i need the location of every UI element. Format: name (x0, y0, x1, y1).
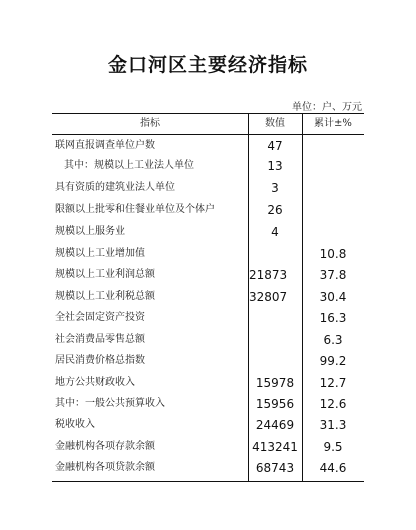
row-indicator: 居民消费价格总指数 (55, 355, 145, 366)
row-value: 68743 (255, 461, 295, 475)
table-row (52, 243, 364, 265)
row-cumulative: 16.3 (319, 311, 347, 325)
table-row (52, 414, 364, 436)
table-bottom-rule (52, 481, 364, 482)
table-row (52, 350, 364, 372)
row-value (248, 350, 302, 372)
table-row (52, 264, 364, 286)
row-value: 15978 (255, 376, 295, 390)
row-cumulative: 12.6 (319, 397, 347, 411)
row-indicator: 限额以上批零和住餐业单位及个体户 (55, 204, 215, 215)
table-row (52, 393, 364, 415)
table-row (52, 221, 364, 243)
table-row (52, 177, 364, 199)
row-cumulative: 6.3 (323, 333, 343, 347)
table-row (52, 155, 364, 177)
row-cumulative: 31.3 (319, 418, 347, 432)
table-row (52, 436, 364, 458)
table-row (52, 307, 364, 329)
row-cumulative: 44.6 (319, 461, 347, 475)
header-cumulative: 累计±% (314, 118, 352, 129)
header-indicator: 指标 (140, 118, 160, 129)
row-value: 4 (271, 225, 279, 239)
table-row (52, 286, 364, 308)
row-value: 32807 (249, 290, 288, 304)
row-value: 21873 (249, 268, 288, 282)
row-value (248, 307, 302, 329)
row-value: 413241 (252, 440, 298, 454)
page-title: 金口河区主要经济指标 (107, 54, 308, 76)
row-cumulative (302, 199, 364, 221)
unit-label: 单位：户、万元 (292, 102, 362, 113)
row-cumulative (302, 221, 364, 243)
row-indicator: 地方公共财政收入 (55, 377, 135, 388)
row-value: 3 (271, 181, 279, 195)
row-indicator: 其中：一般公共预算收入 (55, 398, 165, 409)
row-cumulative (302, 135, 364, 157)
row-indicator: 金融机构各项存款余额 (55, 441, 155, 452)
table-row (52, 329, 364, 351)
row-value: 15956 (255, 397, 295, 411)
row-indicator: 其中：规模以上工业法人单位 (64, 160, 194, 171)
row-indicator: 联网直报调查单位户数 (55, 140, 155, 151)
row-cumulative: 37.8 (319, 268, 347, 282)
row-cumulative: 12.7 (319, 376, 347, 390)
row-cumulative: 9.5 (323, 440, 343, 454)
row-indicator: 金融机构各项贷款余额 (55, 462, 155, 473)
table-row (52, 199, 364, 221)
row-indicator: 具有资质的建筑业法人单位 (55, 182, 175, 193)
row-cumulative: 99.2 (319, 354, 347, 368)
row-value: 13 (267, 159, 283, 173)
table-row (52, 372, 364, 394)
row-cumulative (302, 155, 364, 177)
row-cumulative (302, 177, 364, 199)
row-cumulative: 10.8 (319, 247, 347, 261)
row-indicator: 社会消费品零售总额 (55, 334, 145, 345)
row-indicator: 税收收入 (55, 419, 95, 430)
row-indicator: 规模以上工业利税总额 (55, 291, 155, 302)
row-cumulative: 30.4 (319, 290, 347, 304)
row-indicator: 规模以上工业利润总额 (55, 269, 155, 280)
row-indicator: 全社会固定资产投资 (55, 312, 145, 323)
table-row (52, 135, 364, 157)
row-value (248, 329, 302, 351)
header-value: 数值 (265, 118, 285, 129)
row-value: 26 (267, 203, 283, 217)
row-value: 47 (267, 139, 283, 153)
row-indicator: 规模以上服务业 (55, 226, 125, 237)
row-value: 24469 (255, 418, 295, 432)
row-indicator: 规模以上工业增加值 (55, 248, 145, 259)
table-top-rule (52, 113, 364, 114)
row-value (248, 243, 302, 265)
table-row (52, 457, 364, 479)
